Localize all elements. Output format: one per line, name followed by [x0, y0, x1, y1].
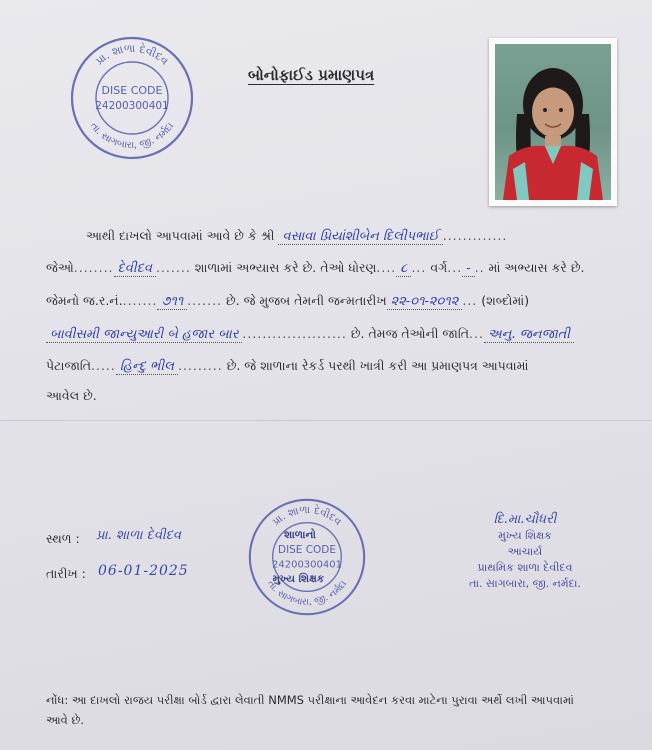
body-line-3: જેમનો જ.ર.નં........ ૭૧૧ ....... છે. જે મુજબ તેમની જન્મતારીખ ૨૨-૦૧-૨૦૧૨ ... (શબ્દોમાં)	[46, 293, 530, 309]
text-l3c: (શબ્દોમાં)	[481, 293, 530, 308]
paper-fold	[0, 420, 652, 421]
division-field: -	[462, 261, 474, 277]
school-stamp-top	[68, 34, 196, 162]
text-l2b: શાળામાં અભ્યાસ કરે છે. તેઓ ધોરણ	[194, 260, 377, 275]
student-name-field: વસાવા પ્રિયાંશીબેન દિલીપભાઈ	[278, 229, 442, 245]
text-l4b: છે. તેમજ તેઓની જાતિ	[350, 326, 469, 341]
text-l1: આથી દાખલો આપવામાં આવે છે કે શ્રી	[86, 228, 275, 243]
text-l5b: છે. જે શાળાના રેકર્ડ પરથી ખાત્રી કરી આ પ્રમાણપત્ર આપવામાં	[226, 358, 529, 373]
dob-field: ૨૨-૦૧-૨૦૧૨	[387, 294, 463, 310]
stamp2-code-value: 24200300401	[272, 559, 342, 571]
stamp2-overlay-b: મુખ્ય શિક્ષક	[272, 572, 325, 585]
stamp2-bottom-text: તા. સાગબારા, જી. નર્મદા	[264, 578, 350, 608]
stamp-code-value: 24200300401	[95, 100, 169, 112]
text-l5a: પેટાજાતિ	[46, 358, 92, 373]
caste-field: અનુ. જનજાતી	[484, 327, 574, 343]
text-l3a: જેમનો જ.ર.નં.	[46, 293, 123, 308]
body-line-4: બાવીસમી જાન્યુઆરી બે હજાર બાર ..................... છે. તેમજ તેઓની જાતિ... અનુ. જનજાતી	[46, 326, 574, 342]
place-label: સ્થળ :	[46, 531, 80, 546]
sig-line-4: તા. સાગબારા, જી. નર્મદા.	[469, 577, 581, 590]
place-value: પ્રા. શાળા દેવીદવ	[96, 528, 182, 543]
stamp2-code-label: DISE CODE	[278, 544, 336, 557]
text-l3b: છે. જે મુજબ તેમની જન્મતારીખ	[226, 293, 387, 308]
page-title: બોનોફાઈડ પ્રમાણપત્ર	[248, 66, 375, 84]
body-line-5: પેટાજાતિ..... હિન્દુ ભીલ ......... છે. જે શાળાના રેકર્ડ પરથી ખાત્રી કરી આ પ્રમાણપત્ર આપવામાં	[46, 358, 529, 374]
signature-block	[440, 512, 610, 592]
stamp2-top-text: પ્રા. શાળા દેવીદવ	[270, 503, 344, 529]
stamp-bottom-text: તા. સાગબારા, જી. નર્મદા	[87, 120, 177, 152]
standard-field: ૮	[396, 261, 411, 277]
stamp-code-label: DISE CODE	[101, 84, 163, 97]
school-stamp-bottom	[246, 496, 368, 618]
stamp-top-text: પ્રા. શાળા દેવીદવ	[93, 41, 172, 68]
signature: દિ.મા.ચૌધરી	[493, 512, 557, 527]
school-field: દેવીદવ	[114, 261, 156, 277]
body-line-2: જેઓ........ દેવીદવ ....... શાળામાં અભ્યાસ કરે છે. તેઓ ધોરણ.... ૮ ... વર્ગ... - .. માં અભ્યાસ કરે છે.	[46, 260, 585, 276]
sig-line-3: પ્રાથમિક શાળા દેવીદવ	[477, 561, 573, 574]
dob-words-field: બાવીસમી જાન્યુઆરી બે હજાર બાર	[46, 327, 242, 343]
sig-line-2: આચાર્ય	[507, 545, 543, 558]
subcaste-field: હિન્દુ ભીલ	[116, 359, 178, 375]
text-l2d: માં અભ્યાસ કરે છે.	[488, 260, 585, 275]
date-value: 06-01-2025	[98, 563, 189, 579]
text-l2c: વર્ગ	[430, 260, 448, 275]
body-line-6: આવેલ છે.	[46, 388, 97, 403]
date-label: તારીખ :	[46, 566, 86, 581]
gr-number-field: ૭૧૧	[157, 294, 187, 310]
footer-note: નોંધ: આ દાખલો રાજય પરીક્ષા બોર્ડ દ્વારા લેવાતી NMMS પરીક્ષાના આવેદન કરવા માટેના પુરાવા અર્થે લખી આપવામાં આવે છે.	[46, 693, 574, 727]
student-photo	[489, 38, 617, 206]
body-line-1: આથી દાખલો આપવામાં આવે છે કે શ્રી વસાવા પ્રિયાંશીબેન દિલીપભાઈ .............	[86, 228, 508, 244]
svg-text:તા. સાગબારા, જી. નર્મદા	[88, 120, 177, 151]
stamp2-overlay-a: શાળાનો	[284, 528, 316, 541]
sig-line-1: મુખ્ય શિક્ષક	[498, 529, 552, 542]
text-l2a: જેઓ	[46, 260, 74, 275]
